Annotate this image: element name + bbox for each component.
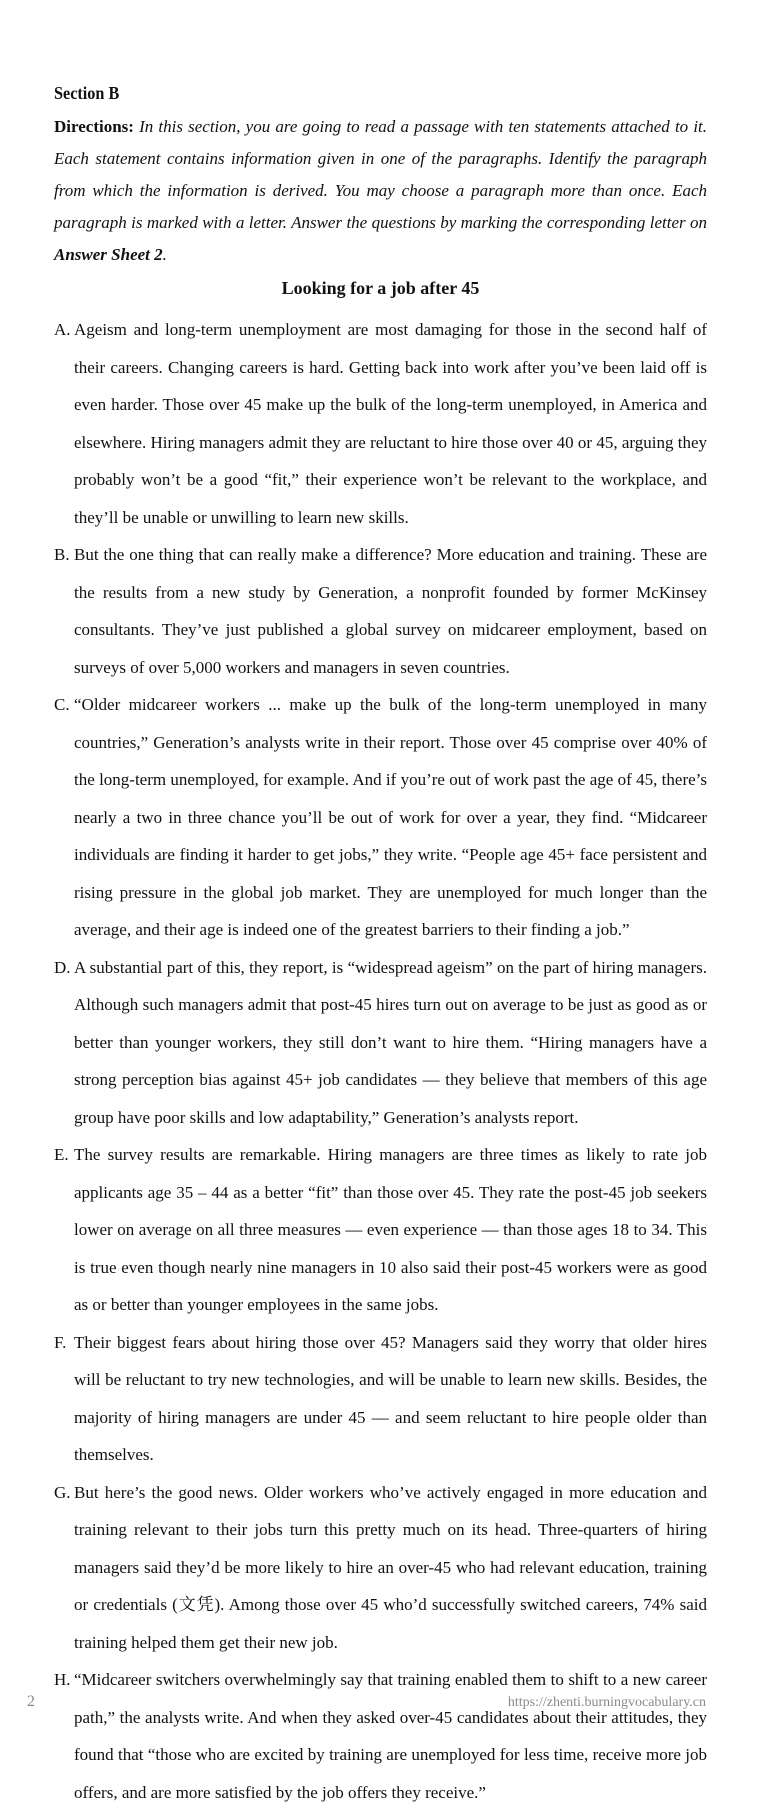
paragraph-letter: F. <box>54 1332 67 1352</box>
paragraph-text: But here’s the good news. Older workers who’ve actively engaged in more education and training relevant to their jobs turn this pretty much on its head. Three-quarters of hiring managers said they’d be more likely to hire an over-45 who had relevant education, training or credentials (文凭). Among those over 45 who’d successfully switched careers, 74% said training helped them get their new job. <box>74 1482 707 1652</box>
paragraph-d <box>54 949 707 1137</box>
paragraph-text: But the one thing that can really make a difference? More education and training. These are the results from a new study by Generation, a nonprofit founded by former McKinsey consultants. They’ve just published a global survey on midcareer employment, based on surveys of over 5,000 workers and managers in seven countries. <box>74 545 707 677</box>
directions <box>54 111 707 271</box>
source-url[interactable]: https://zhenti.burningvocabulary.cn <box>507 1695 706 1710</box>
passage-title: Looking for a job after 45 <box>281 278 480 298</box>
paragraph-text: Ageism and long-term unemployment are most damaging for those in the second half of their careers. Changing careers is hard. Getting back into work after you’ve been laid off is even harder. Those over 45 make up the bulk of the long-term unemployed, in America and elsewhere. Hiring managers admit they are reluctant to hire those over 40 or 45, arguing they probably won’t be a good “fit,” their experience won’t be relevant to the workplace, and they’ll be unable or unwilling to learn new skills. <box>74 320 707 527</box>
page-content <box>54 81 707 1811</box>
paragraph-letter: G. <box>54 1482 71 1502</box>
paragraph-letter: E. <box>54 1145 69 1164</box>
paragraph-text: A substantial part of this, they report, is “widespread ageism” on the part of hiring managers. Although such managers admit that post-45 hires turn out on average to be just as good as or better than younger workers, they still don’t want to hire them. “Hiring managers have a strong perception bias against 45+ job candidates — they believe that members of this age group have poor skills and low adaptability,” Generation’s analysts report. <box>74 957 707 1127</box>
directions-end: . <box>162 245 167 264</box>
paragraph-c <box>54 686 707 949</box>
paragraph-text: The survey results are remarkable. Hiring managers are three times as likely to rate job applicants age 35 – 44 as a better “fit” than those over 45. They rate the post-45 job seekers lower on average on all three measures — even experience — than those ages 18 to 34. This is true even though nearly nine managers in 10 also said their post-45 workers were as good as or better than younger employees in the same jobs. <box>74 1145 707 1314</box>
section-title: Section B <box>54 83 120 103</box>
paragraph-letter: C. <box>54 695 70 714</box>
paragraph-text: Their biggest fears about hiring those over 45? Managers said they worry that older hires will be reluctant to try new technologies, and will be unable to learn new skills. Besides, the majority of hiring managers are under 45 — and seem reluctant to hire people older than themselves. <box>74 1332 707 1464</box>
answer-sheet-reference: Answer Sheet 2 <box>54 245 163 264</box>
paragraph-e <box>54 1136 707 1324</box>
paragraph-f <box>54 1324 707 1474</box>
page-number: 2 <box>27 1693 35 1710</box>
passage-paragraphs <box>54 311 707 1811</box>
paragraph-text: “Older midcareer workers ... make up the bulk of the long-term unemployed in many countries,” Generation’s analysts write in their report. Those over 45 comprise over 40% of the long-term unemployed, for example. And if you’re out of work past the age of 45, there’s nearly a two in three chance you’ll be out of work for over a year, they find. “Midcareer individuals are finding it harder to get jobs,” they write. “People age 45+ face persistent and rising pressure in the global job market. They are unemployed for much longer than the average, and their age is indeed one of the greatest barriers to their finding a job.” <box>74 695 707 939</box>
paragraph-a <box>54 311 707 536</box>
paragraph-letter: D. <box>54 957 71 977</box>
directions-label: Directions: <box>54 117 134 136</box>
paragraph-letter: A. <box>54 320 71 339</box>
paragraph-text: “Midcareer switchers overwhelmingly say that training enabled them to shift to a new career path,” the analysts write. And when they asked over-45 candidates about their attitudes, they found that “those who are excited by training are unemployed for less time, receive more job offers, and are more satisfied by the job offers they receive.” <box>74 1670 707 1802</box>
directions-text: In this section, you are going to read a passage with ten statements attached to it. Each statement contains information given in one of the paragraphs. Identify the paragraph from which the information is derived. You may choose a paragraph more than once. Each paragraph is marked with a letter. Answer the questions by marking the corresponding letter on <box>54 117 708 232</box>
paragraph-letter: H. <box>54 1670 71 1689</box>
paragraph-letter: B. <box>54 545 70 564</box>
paragraph-g <box>54 1474 707 1662</box>
paragraph-b <box>54 536 707 686</box>
paragraph-h <box>54 1661 707 1811</box>
